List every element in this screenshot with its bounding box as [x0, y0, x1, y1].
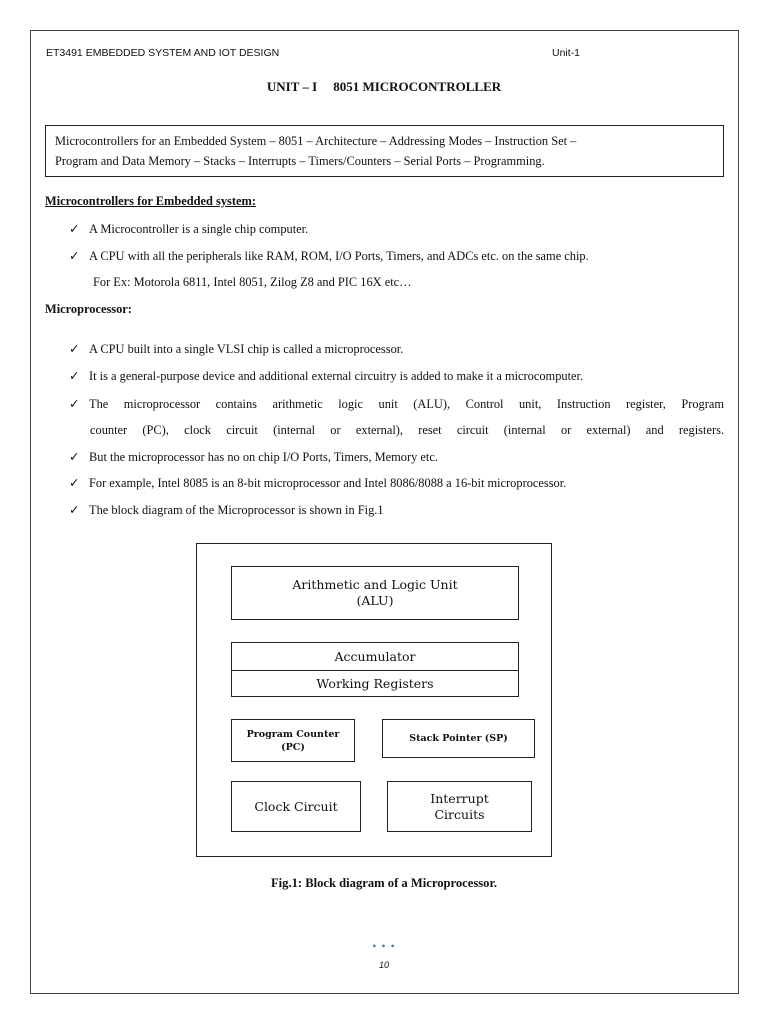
section-heading-microcontrollers: Microcontrollers for Embedded system:	[45, 194, 256, 208]
bullet-item	[69, 502, 384, 518]
check-icon: ✓	[69, 249, 80, 263]
bullet-text: A CPU with all the peripherals like RAM, ROM, I/O Ports, Timers, and ADCs etc. on the same chip.	[89, 249, 589, 263]
working-registers-label: Working Registers	[316, 675, 434, 691]
bullet-item	[69, 341, 403, 357]
interrupt-label: Interrupt	[430, 790, 489, 806]
accumulator-label: Accumulator	[334, 648, 416, 664]
clock-circuit-block	[231, 781, 361, 832]
check-icon: ✓	[69, 222, 80, 236]
check-icon: ✓	[69, 450, 80, 464]
figure-caption: Fig.1: Block diagram of a Microprocessor.	[270, 876, 498, 890]
header-unit-label: Unit-1	[552, 47, 581, 59]
bullet-item	[69, 248, 589, 264]
more-dots-icon: • • •	[372, 939, 396, 953]
alu-abbrev: (ALU)	[356, 593, 394, 608]
program-counter-label: Program Counter	[246, 728, 340, 740]
section-heading-microprocessor: Microprocessor:	[45, 302, 132, 316]
stack-pointer-block	[382, 719, 535, 758]
unit-number: UNIT – I	[266, 79, 318, 94]
check-icon: ✓	[69, 397, 80, 411]
accumulator-block	[231, 642, 519, 671]
clock-circuit-label: Clock Circuit	[254, 798, 338, 814]
syllabus-box	[45, 125, 724, 177]
unit-subject: 8051 MICROCONTROLLER	[333, 79, 502, 94]
bullet-text: A Microcontroller is a single chip computer.	[89, 222, 309, 236]
bullet-text: A CPU built into a single VLSI chip is called a microprocessor.	[89, 342, 404, 356]
stack-pointer-label: Stack Pointer (SP)	[409, 733, 508, 744]
bullet-text: For example, Intel 8085 is an 8-bit microprocessor and Intel 8086/8088 a 16-bit microprocessor.	[89, 476, 567, 490]
check-icon: ✓	[69, 369, 80, 383]
bullet-item	[69, 449, 438, 465]
syllabus-line: Program and Data Memory – Stacks – Interrupts – Timers/Counters – Serial Ports – Programming.	[55, 154, 545, 168]
interrupt-label: Circuits	[434, 806, 485, 822]
alu-block	[231, 566, 519, 620]
check-icon: ✓	[69, 476, 80, 490]
interrupt-circuits-block	[387, 781, 532, 832]
bullet-text: It is a general-purpose device and additional external circuitry is added to make it a microcomputer.	[89, 369, 584, 383]
bullet-item	[69, 221, 308, 237]
example-text: For Ex: Motorola 6811, Intel 8051, Zilog Z8 and PIC 16X etc…	[93, 275, 412, 289]
alu-label: Arithmetic and Logic Unit	[292, 577, 458, 592]
program-counter-abbrev: (PC)	[281, 741, 305, 753]
bullet-continuation: counter (PC), clock circuit (internal or external), reset circuit (internal or external) and registers.	[90, 423, 724, 437]
bullet-text: The block diagram of the Microprocessor is shown in Fig.1	[89, 503, 384, 517]
page-title	[0, 79, 768, 95]
bullet-text: But the microprocessor has no on chip I/O Ports, Timers, Memory etc.	[89, 450, 438, 464]
bullet-text: The microprocessor contains arithmetic logic unit (ALU), Control unit, Instruction register, Program	[89, 397, 724, 411]
syllabus-line: Microcontrollers for an Embedded System – 8051 – Architecture – Addressing Modes – Instruction Set –	[55, 134, 577, 148]
bullet-item	[69, 475, 566, 491]
check-icon: ✓	[69, 503, 80, 517]
header-course-title: ET3491 EMBEDDED SYSTEM AND IOT DESIGN	[46, 47, 280, 59]
working-registers-block	[231, 670, 519, 697]
block-diagram	[196, 543, 552, 857]
check-icon: ✓	[69, 342, 80, 356]
program-counter-block	[231, 719, 355, 762]
bullet-item	[69, 368, 583, 384]
page-number: 10	[378, 960, 389, 970]
bullet-item	[69, 396, 724, 412]
